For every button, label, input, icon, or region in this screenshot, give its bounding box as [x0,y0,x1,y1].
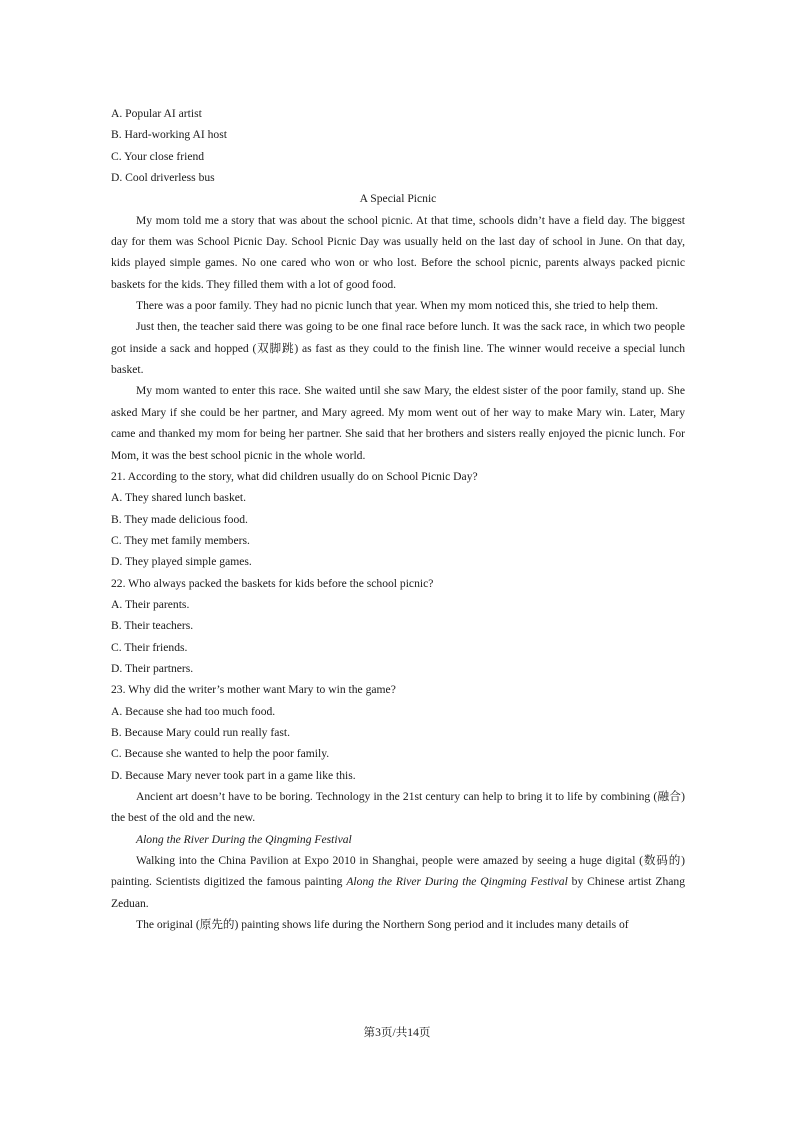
question-23 [111,679,685,786]
passage-title: A Special Picnic [359,192,437,206]
question-21 [111,466,685,573]
passage-paragraph: There was a poor family. They had no picnic lunch that year. When my mom noticed this, she tried to help them. [136,299,659,313]
answer-option: A. They shared lunch basket. [111,491,247,505]
option-b: B. Hard-working AI host [111,128,227,142]
passage-intro: Ancient art doesn’t have to be boring. Technology in the 21st century can help to bring it to life by combining (融合) the best of the old and the new. [111,790,685,825]
passage-picnic [111,188,685,465]
answer-option: D. Their partners. [111,661,194,675]
option-c: C. Your close friend [111,149,205,163]
question-22 [111,573,685,680]
paragraph-text: by Chinese artist Zhang Zeduan. [111,875,685,910]
answer-option: A. Their parents. [111,597,190,611]
answer-option: C. Their friends. [111,640,188,654]
answer-option: C. Because she wanted to help the poor family. [111,747,330,761]
question-stem: 21. According to the story, what did children usually do on School Picnic Day? [111,469,478,483]
passage-paragraph: My mom wanted to enter this race. She waited until she saw Mary, the eldest sister of the poor family, stand up. She asked Mary if she could be her partner, and Mary agreed. My mom went out of her way to make Mary win. Later, Mary came and thanked my mom for being her partner. She said that her brothers and sisters really enjoyed the picnic lunch. For Mom, it was the best school picnic in the whole world. [111,384,685,462]
passage-ancient-art [111,786,685,935]
document-page [111,103,685,935]
answer-option: D. They played simple games. [111,555,252,569]
passage-subtitle: Along the River During the Qingming Festival [136,832,352,846]
answer-option: A. Because she had too much food. [111,704,276,718]
passage-paragraph: My mom told me a story that was about the school picnic. At that time, schools didn’t have a field day. The biggest day for them was School Picnic Day. School Picnic Day was usually held on the last day of school in June. On that day, kids played simple games. No one cared who won or who lost. Before the school picnic, parents always packed picnic baskets for the kids. They filled them with a lot of good food. [111,213,685,291]
previous-question-options [111,103,685,188]
answer-option: C. They met family members. [111,533,250,547]
option-a: A. Popular AI artist [111,107,202,120]
passage-paragraph [111,850,685,914]
passage-paragraph: The original (原先的) painting shows life during the Northern Song period and it includes many details of [136,918,629,932]
painting-title: Along the River During the Qingming Festival [346,875,568,889]
answer-option: B. Because Mary could run really fast. [111,725,291,739]
answer-option: D. Because Mary never took part in a game like this. [111,768,356,782]
option-d: D. Cool driverless bus [111,171,215,185]
passage-paragraph: Just then, the teacher said there was going to be one final race before lunch. It was the sack race, in which two people got inside a sack and hopped (双脚跳) as fast as they could to the finish line. The winner would receive a special lunch basket. [111,320,685,377]
question-stem: 23. Why did the writer’s mother want Mary to win the game? [111,683,396,697]
question-stem: 22. Who always packed the baskets for kids before the school picnic? [111,576,434,590]
answer-option: B. Their teachers. [111,619,194,633]
paragraph-text: Walking into the China Pavilion at Expo 2010 in Shanghai, people were amazed by seeing a huge digital (数码的) painting. Scientists digitized the famous painting [111,854,685,889]
answer-option: B. They made delicious food. [111,512,248,526]
page-number-footer: 第3页/共14页 [363,1026,431,1039]
